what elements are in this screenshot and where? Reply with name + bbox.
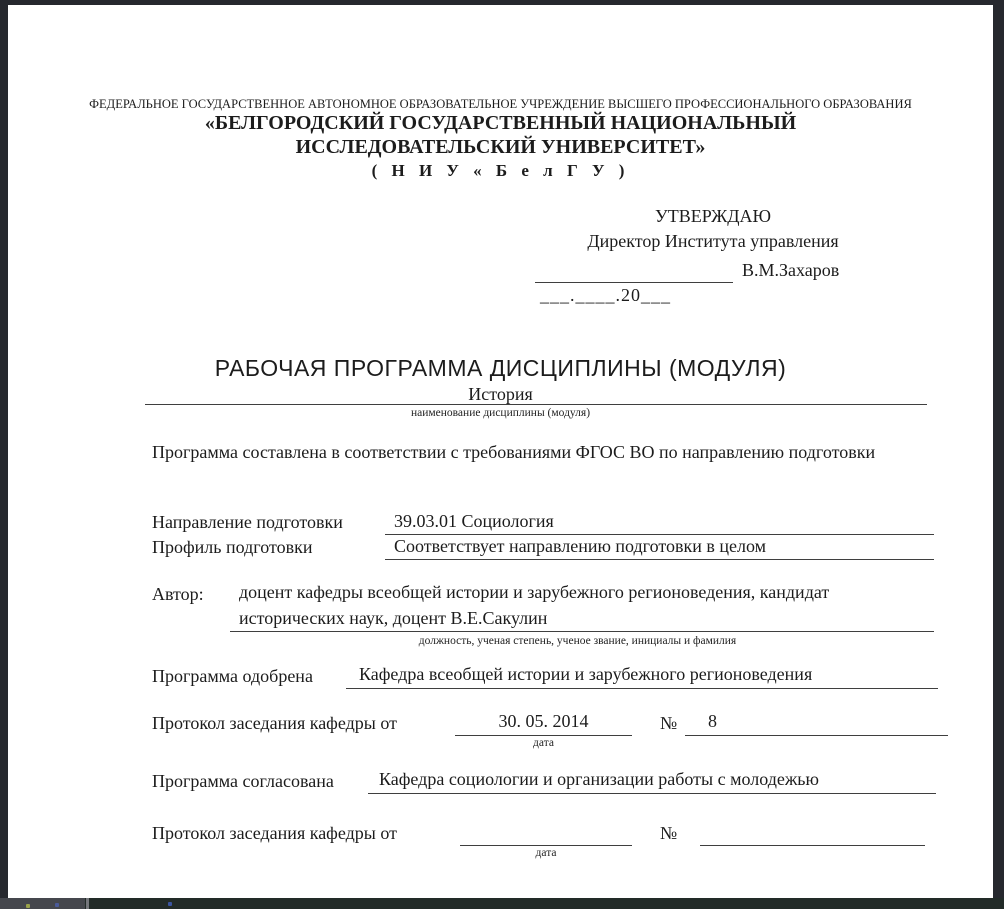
document-page	[8, 5, 993, 898]
org-header-line1: ФЕДЕРАЛЬНОЕ ГОСУДАРСТВЕННОЕ АВТОНОМНОЕ ОБРАЗОВАТЕЛЬНОЕ УЧРЕЖДЕНИЕ ВЫСШЕГО ПРОФЕССИОНАЛЬНОГО ОБРАЗОВАНИЯ	[89, 97, 912, 111]
agreed-label: Программа согласована	[152, 771, 334, 791]
approved-label: Программа одобрена	[152, 666, 313, 686]
direction-value: 39.03.01 Социология	[385, 508, 934, 535]
profile-value: Соответствует направлению подготовки в целом	[385, 533, 934, 560]
author-value: доцент кафедры всеобщей истории и зарубежного регионоведения, кандидат исторических наук, доцент В.Е.Сакулин	[230, 579, 934, 632]
discipline-name: История	[468, 384, 533, 404]
discipline-caption: наименование дисциплины (модуля)	[410, 407, 591, 419]
approved-value: Кафедра всеобщей истории и зарубежного регионоведения	[346, 661, 938, 689]
protocol2-number-sign: №	[660, 823, 678, 843]
profile-label: Профиль подготовки	[152, 537, 313, 557]
approval-block	[543, 204, 883, 254]
protocol2-date-caption: дата	[535, 847, 557, 859]
author-label: Автор:	[152, 584, 204, 604]
protocol1-date-value: 30. 05. 2014	[455, 708, 632, 736]
document-title: РАБОЧАЯ ПРОГРАММА ДИСЦИПЛИНЫ (МОДУЛЯ)	[214, 355, 787, 381]
org-header-line2: «БЕЛГОРОДСКИЙ ГОСУДАРСТВЕННЫЙ НАЦИОНАЛЬНЫЙ	[204, 112, 797, 134]
org-header-abbrev: ( Н И У « Б е л Г У )	[371, 161, 630, 180]
taskbar-icon-dot	[55, 903, 59, 907]
protocol2-label: Протокол заседания кафедры от	[152, 823, 397, 843]
approval-date-blank: ___.____.20___	[540, 285, 671, 305]
approval-director-line: Директор Института управления	[587, 231, 839, 251]
protocol2-date-blank	[460, 818, 632, 846]
direction-label: Направление подготовки	[152, 512, 343, 532]
taskbar-strip[interactable]	[0, 898, 1004, 909]
author-caption: должность, ученая степень, ученое звание, инициалы и фамилия	[418, 635, 737, 647]
discipline-underline	[145, 404, 927, 405]
signature-row	[535, 257, 839, 283]
protocol2-number-blank	[700, 818, 925, 846]
protocol1-label: Протокол заседания кафедры от	[152, 713, 397, 733]
signature-blank-line	[535, 257, 733, 283]
org-header-line3: ИССЛЕДОВАТЕЛЬСКИЙ УНИВЕРСИТЕТ»	[295, 136, 706, 158]
protocol1-number-value: 8	[685, 708, 948, 736]
taskbar-icon-dot	[168, 902, 172, 906]
intro-paragraph: Программа составлена в соответствии с требованиями ФГОС ВО по направлению подготовки	[152, 442, 876, 462]
signatory-name: В.М.Захаров	[742, 260, 840, 280]
protocol1-number-sign: №	[660, 713, 678, 733]
taskbar-icon-dot	[26, 904, 30, 908]
agreed-value: Кафедра социологии и организации работы с молодежью	[368, 766, 936, 794]
taskbar-divider	[86, 898, 89, 909]
protocol1-date-caption: дата	[533, 737, 554, 749]
approval-word: УТВЕРЖДАЮ	[654, 206, 772, 226]
taskbar-left-segment[interactable]	[0, 898, 85, 909]
